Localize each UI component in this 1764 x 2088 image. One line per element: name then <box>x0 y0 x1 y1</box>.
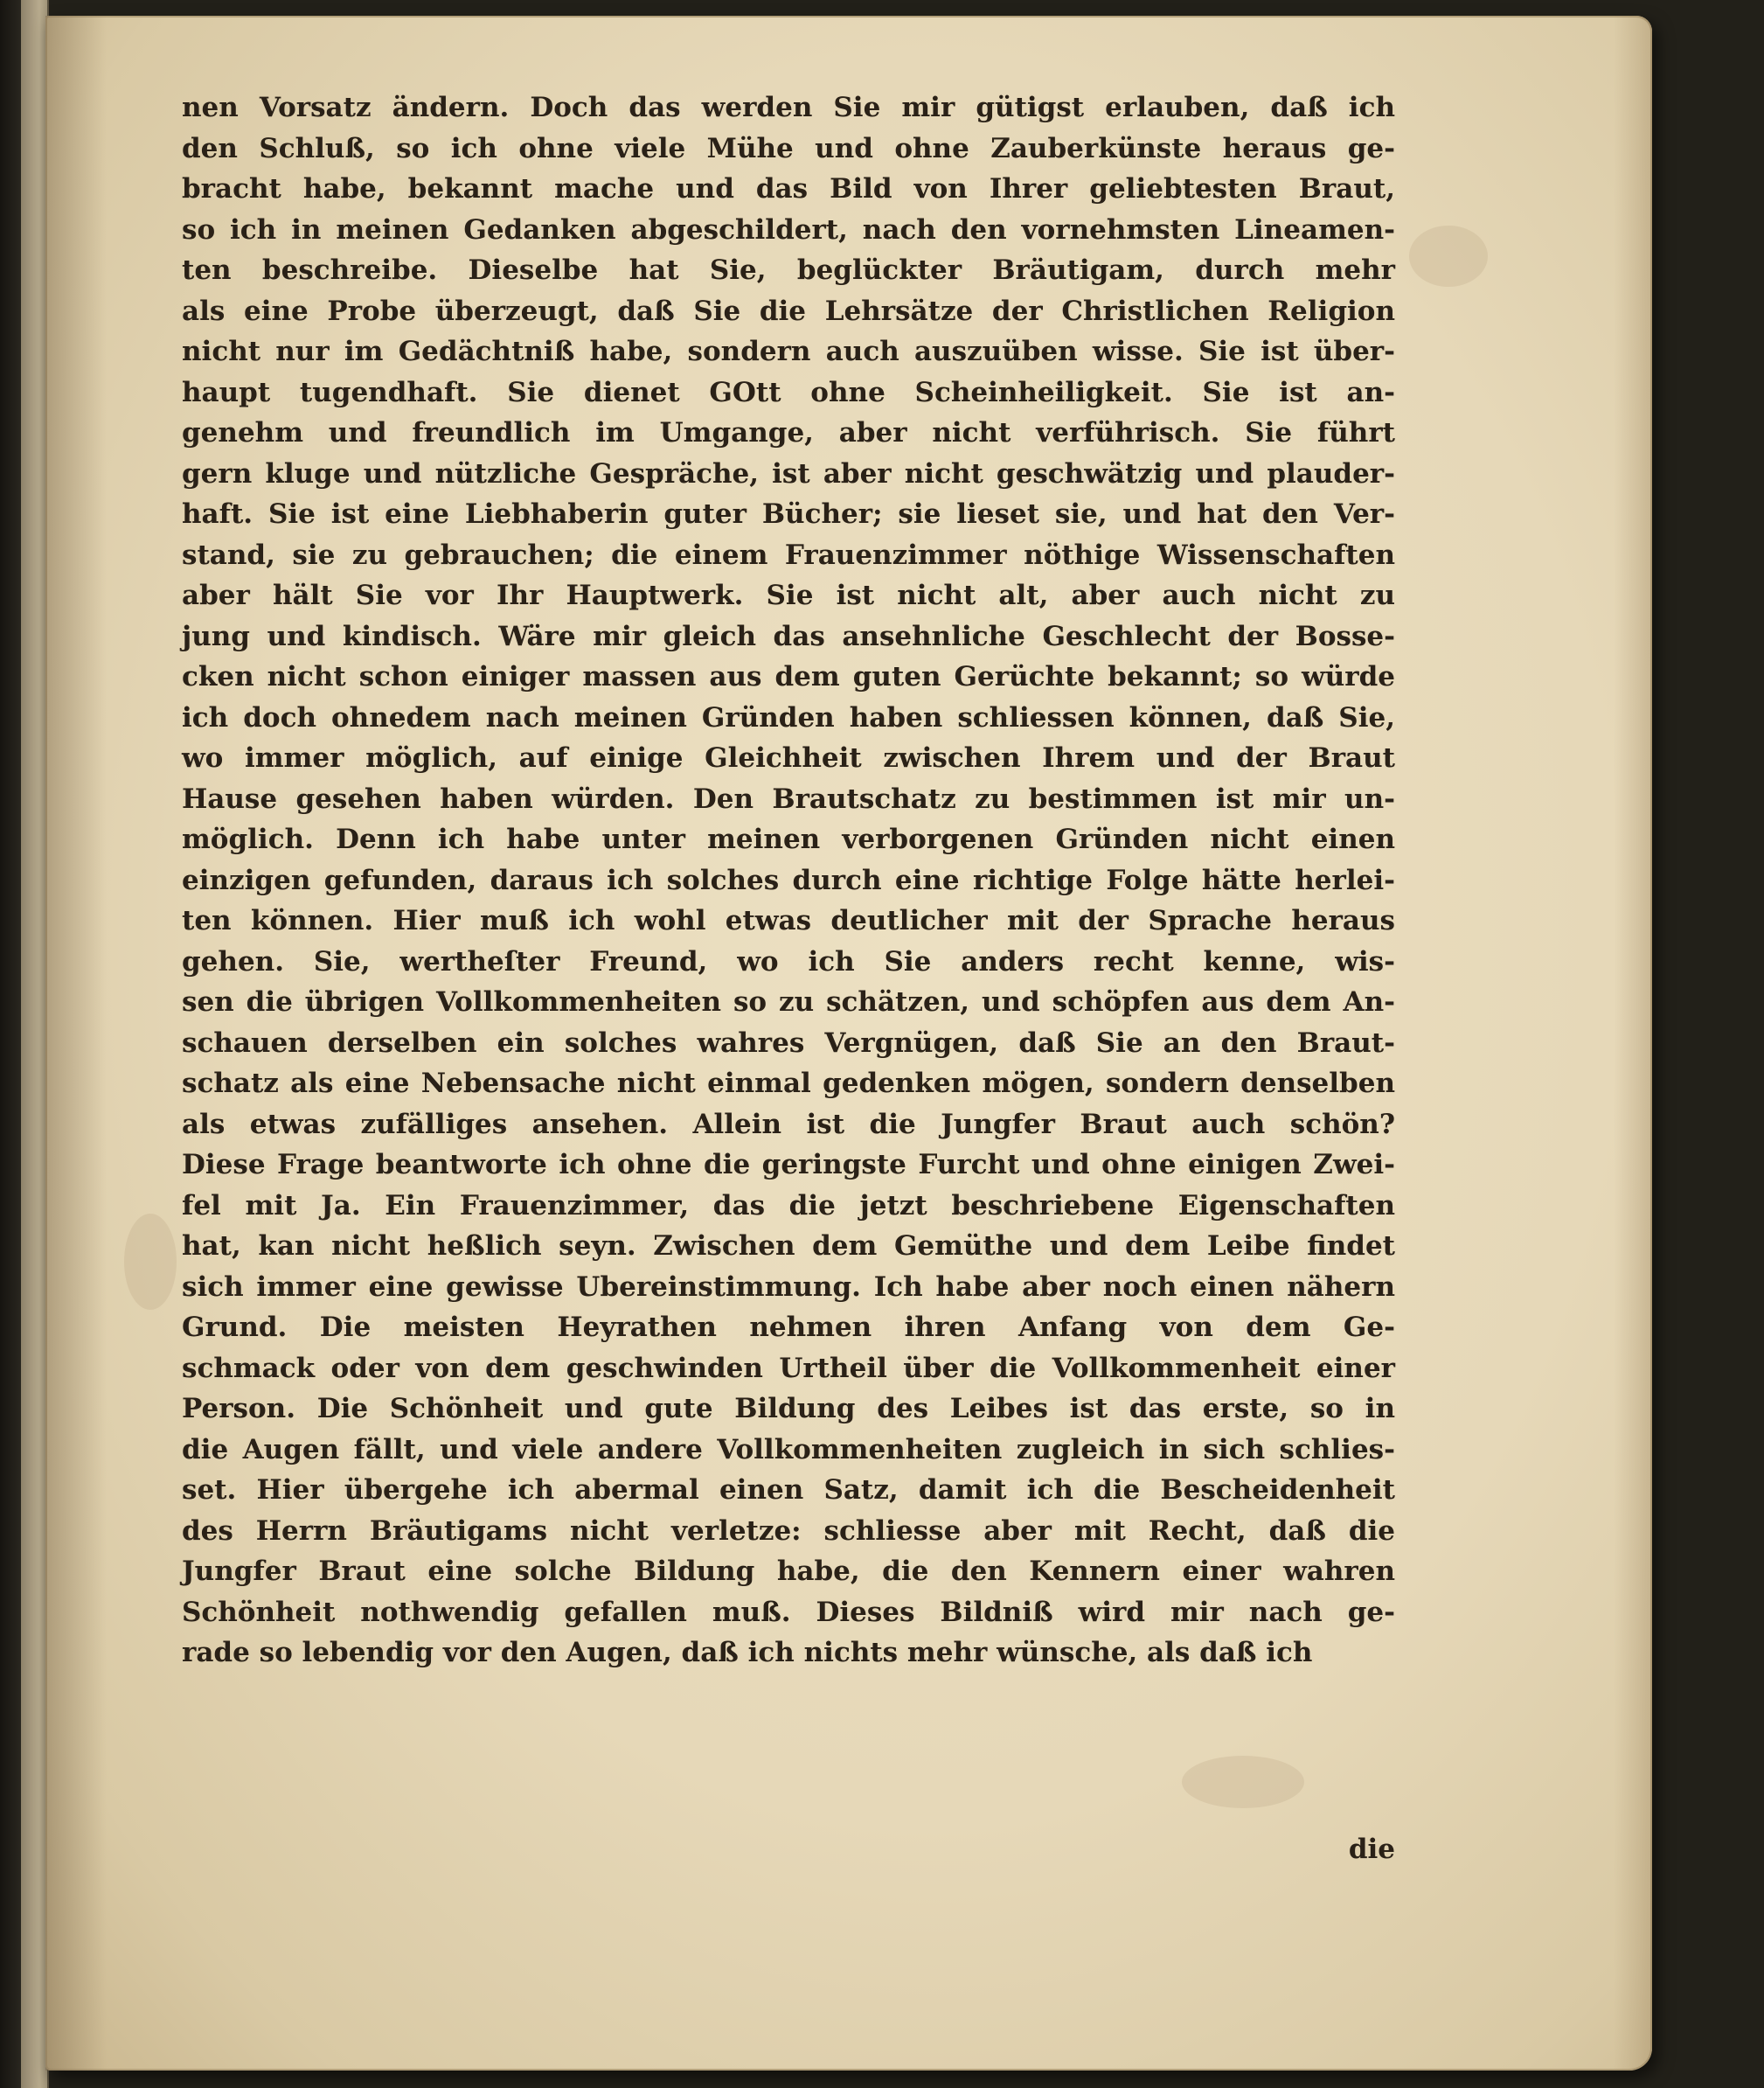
text-line: schatz als eine Nebensache nicht einmal gedenken mögen, sondern denselben <box>182 1068 1395 1099</box>
text-line: ten beschreibe. Dieselbe hat Sie, beglückter Bräutigam, durch mehr <box>182 254 1395 286</box>
body-text <box>182 87 1395 1674</box>
text-line: Diese Frage beantworte ich ohne die geringste Furcht und ohne einigen Zwei- <box>182 1149 1395 1180</box>
text-line: jung und kindisch. Wäre mir gleich das ansehnliche Geschlecht der Bosse- <box>182 620 1395 652</box>
text-line: fel mit Ja. Ein Frauenzimmer, das die jetzt beschriebene Eigenschaften <box>182 1189 1395 1221</box>
text-line: set. Hier übergehe ich abermal einen Satz, damit ich die Bescheidenheit <box>182 1474 1395 1506</box>
paper-stain <box>1409 226 1488 287</box>
text-line: nicht nur im Gedächtniß habe, sondern auch auszuüben wisse. Sie ist über- <box>182 336 1395 367</box>
text-line: bracht habe, bekannt mache und das Bild von Ihrer geliebtesten Braut, <box>182 173 1395 205</box>
text-line: gern kluge und nützliche Gespräche, ist aber nicht geschwätzig und plauder- <box>182 457 1395 490</box>
catchword: die <box>1348 1834 1395 1865</box>
text-line: rade so lebendig vor den Augen, daß ich nichts mehr wünsche, als daß ich <box>182 1637 1313 1668</box>
text-line: sen die übrigen Vollkommenheiten so zu schätzen, und schöpfen aus dem An- <box>182 986 1395 1018</box>
text-line: schauen derselben ein solches wahres Vergnügen, daß Sie an den Braut- <box>182 1027 1395 1059</box>
text-line: möglich. Denn ich habe unter meinen verborgenen Gründen nicht einen <box>182 824 1395 855</box>
text-line: Grund. Die meisten Heyrathen nehmen ihren Anfang von dem Ge- <box>182 1312 1395 1343</box>
text-line: den Schluß, so ich ohne viele Mühe und ohne Zauberkünste heraus ge- <box>182 132 1395 164</box>
page-outer-edge <box>1614 16 1652 2071</box>
text-line: aber hält Sie vor Ihr Hauptwerk. Sie ist nicht alt, aber auch nicht zu <box>182 580 1395 611</box>
text-line: so ich in meinen Gedanken abgeschildert, nach den vornehmsten Lineamen- <box>182 213 1395 246</box>
text-line: stand, sie zu gebrauchen; die einem Frauenzimmer nöthige Wissenschaften <box>182 539 1395 571</box>
text-line: ten können. Hier muß ich wohl etwas deutlicher mit der Sprache heraus <box>182 905 1395 936</box>
paper-stain <box>124 1214 177 1310</box>
gutter-shadow <box>45 16 107 2071</box>
text-line: haft. Sie ist eine Liebhaberin guter Bücher; sie lieset sie, und hat den Ver- <box>182 498 1395 530</box>
text-line: cken nicht schon einiger massen aus dem guten Gerüchte bekannt; so würde <box>182 661 1395 693</box>
text-line: als etwas zufälliges ansehen. Allein ist die Jungfer Braut auch schön? <box>182 1108 1395 1140</box>
text-line: Person. Die Schönheit und gute Bildung des Leibes ist das erste, so in <box>182 1393 1395 1424</box>
text-line: gehen. Sie, wertheſter Freund, wo ich Sie anders recht kenne, wis- <box>182 945 1395 978</box>
text-line: Hause gesehen haben würden. Den Brautschatz zu bestimmen ist mir un- <box>182 783 1395 815</box>
text-line: haupt tugendhaft. Sie dienet GOtt ohne Scheinheiligkeit. Sie ist an- <box>182 376 1395 408</box>
text-line: Schönheit nothwendig gefallen muß. Dieses Bildniß wird mir nach ge- <box>182 1596 1395 1628</box>
text-line: Jungfer Braut eine solche Bildung habe, die den Kennern einer wahren <box>182 1556 1395 1587</box>
text-line: als eine Probe überzeugt, daß Sie die Lehrsätze der Christlichen Religion <box>182 295 1395 327</box>
text-line: wo immer möglich, auf einige Gleichheit zwischen Ihrem und der Braut <box>182 742 1395 774</box>
text-line: einzigen gefunden, daraus ich solches durch eine richtige Folge hätte herlei- <box>182 864 1395 896</box>
text-line: hat, kan nicht heßlich seyn. Zwischen dem Gemüthe und dem Leibe findet <box>182 1230 1395 1262</box>
text-line: schmack oder von dem geschwinden Urtheil über die Vollkommenheit einer <box>182 1352 1395 1384</box>
text-line: nen Vorsatz ändern. Doch das werden Sie mir gütigst erlauben, daß ich <box>182 92 1395 123</box>
text-line: die Augen fällt, und viele andere Vollkommenheiten zugleich in sich schlies- <box>182 1433 1395 1465</box>
text-line: sich immer eine gewisse Ubereinstimmung. Ich habe aber noch einen nähern <box>182 1270 1395 1303</box>
text-line: ich doch ohnedem nach meinen Gründen haben schliessen können, daß Sie, <box>182 701 1395 734</box>
paper-stain <box>1182 1756 1304 1808</box>
text-line: genehm und freundlich im Umgange, aber nicht verführisch. Sie führt <box>182 417 1395 449</box>
text-line: des Herrn Bräutigams nicht verletze: schliesse aber mit Recht, daß die <box>182 1514 1395 1547</box>
